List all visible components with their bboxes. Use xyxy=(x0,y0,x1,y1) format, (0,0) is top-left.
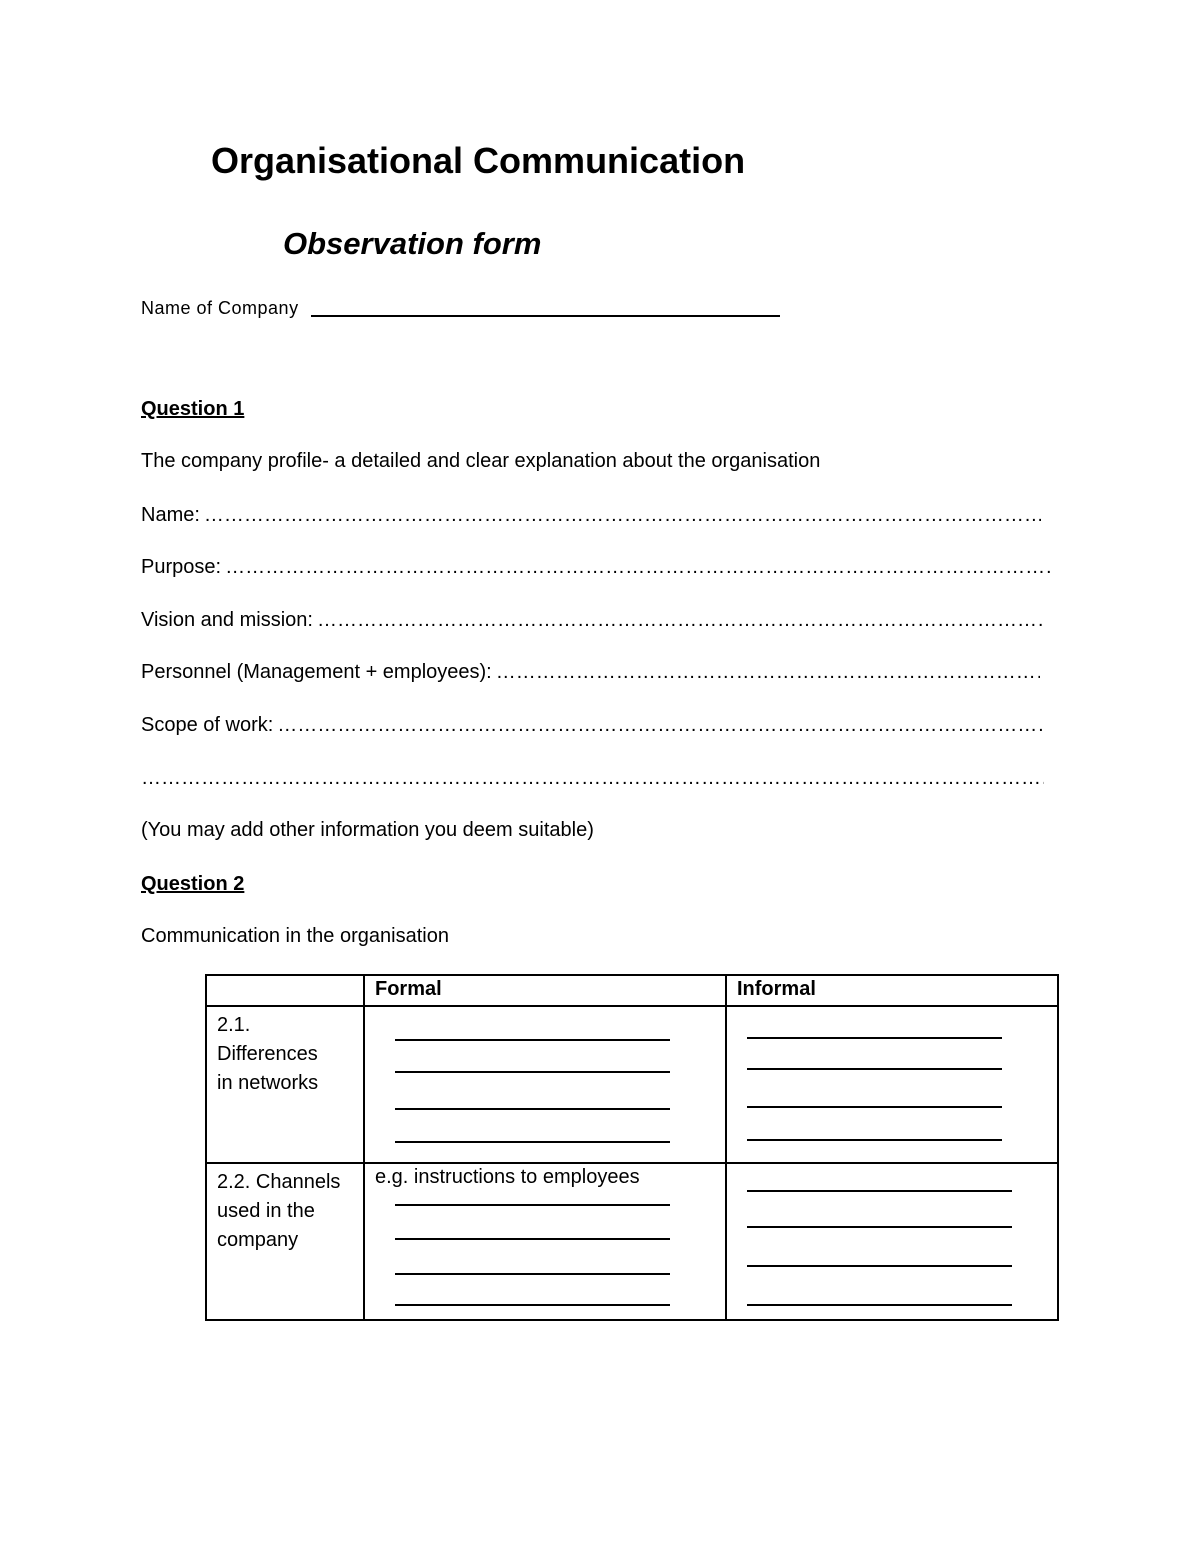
answer-lines[interactable] xyxy=(375,1166,715,1316)
field-label: Scope of work: xyxy=(141,714,274,736)
answer-lines[interactable] xyxy=(737,1166,1047,1316)
question-1-heading: Question 1 xyxy=(141,398,245,420)
field-personnel[interactable] xyxy=(141,661,1040,684)
answer-line[interactable] xyxy=(747,1190,1012,1192)
answer-line[interactable] xyxy=(747,1226,1012,1228)
dotted-line xyxy=(317,609,1044,632)
answer-line[interactable] xyxy=(747,1037,1002,1039)
question-2-intro: Communication in the organisation xyxy=(141,925,449,947)
answer-line[interactable] xyxy=(395,1039,670,1041)
page-subtitle: Observation form xyxy=(283,226,542,261)
field-vision-mission[interactable] xyxy=(141,609,1044,632)
answer-line[interactable] xyxy=(395,1141,670,1143)
formal-cell[interactable] xyxy=(364,1163,726,1320)
question-1-note: (You may add other information you deem suitable) xyxy=(141,819,594,841)
table-header-row xyxy=(206,975,1058,1006)
formal-cell[interactable] xyxy=(364,1006,726,1163)
field-purpose[interactable] xyxy=(141,556,1051,579)
question-1-intro: The company profile- a detailed and clear explanation about the organisation xyxy=(141,450,821,472)
row-label-cell xyxy=(206,1163,364,1320)
field-name[interactable] xyxy=(141,504,1041,527)
field-extra-line[interactable] xyxy=(141,767,1044,790)
table-header-formal: Formal xyxy=(364,975,726,1006)
formal-example: e.g. instructions to employees xyxy=(375,1166,640,1188)
field-label: Vision and mission: xyxy=(141,609,313,631)
row-label: 2.2. Channels used in the company xyxy=(217,1171,341,1251)
answer-line[interactable] xyxy=(747,1265,1012,1267)
answer-line[interactable] xyxy=(395,1238,670,1240)
field-label: Name: xyxy=(141,504,200,526)
row-label: 2.1. Differences in networks xyxy=(217,1014,319,1094)
informal-cell[interactable] xyxy=(726,1006,1058,1163)
dotted-line xyxy=(225,556,1051,579)
table-header-blank xyxy=(206,975,364,1006)
answer-line[interactable] xyxy=(395,1108,670,1110)
table-row xyxy=(206,1163,1058,1320)
row-label-cell xyxy=(206,1006,364,1163)
company-name-label: Name of Company xyxy=(141,298,299,318)
answer-line[interactable] xyxy=(747,1139,1002,1141)
table-row xyxy=(206,1006,1058,1163)
communication-table xyxy=(205,974,1059,1321)
field-scope-of-work[interactable] xyxy=(141,714,1043,737)
informal-cell[interactable] xyxy=(726,1163,1058,1320)
answer-line[interactable] xyxy=(747,1068,1002,1070)
answer-lines[interactable] xyxy=(737,1009,1047,1159)
answer-line[interactable] xyxy=(395,1304,670,1306)
field-label: Purpose: xyxy=(141,556,222,578)
dotted-line xyxy=(496,661,1040,684)
dotted-line xyxy=(204,504,1041,527)
answer-lines[interactable] xyxy=(375,1009,715,1159)
answer-line[interactable] xyxy=(747,1106,1002,1108)
field-label: Personnel (Management + employees): xyxy=(141,661,492,683)
page-title: Organisational Communication xyxy=(211,140,746,181)
table-header-informal: Informal xyxy=(726,975,1058,1006)
answer-line[interactable] xyxy=(747,1304,1012,1306)
company-name-field[interactable] xyxy=(311,315,780,317)
question-2-heading: Question 2 xyxy=(141,873,245,895)
answer-line[interactable] xyxy=(395,1204,670,1206)
dotted-line xyxy=(141,767,1044,790)
dotted-line xyxy=(277,714,1043,737)
answer-line[interactable] xyxy=(395,1273,670,1275)
answer-line[interactable] xyxy=(395,1071,670,1073)
